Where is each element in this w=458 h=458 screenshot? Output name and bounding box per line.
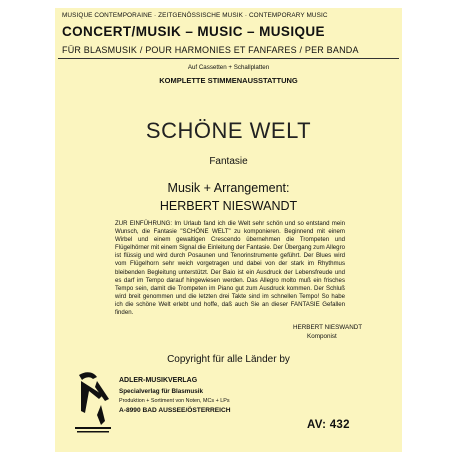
availability-note: Auf Cassetten + Schallplatten	[187, 64, 270, 71]
series-subtitle: FÜR BLASMUSIK / POUR HARMONIES ET FANFARES / PER BANDA	[62, 45, 359, 55]
signature-name: HERBERT NIESWANDT	[293, 324, 363, 331]
divider-top	[58, 58, 399, 59]
signature-role: Komponist	[307, 333, 337, 340]
work-title: SCHÖNE WELT	[145, 118, 312, 143]
publisher-address: A-8990 BAD AUSSEE/ÖSTERREICH	[119, 407, 231, 414]
genre-line: MUSIQUE CONTEMPORAINE · ZEITGENÖSSISCHE MUSIK · CONTEMPORARY MUSIC	[62, 12, 328, 19]
publisher-tagline: Specialverlag für Blasmusik	[119, 388, 203, 395]
catalog-number: AV: 432	[307, 419, 350, 431]
series-title: CONCERT/MUSIK – MUSIC – MUSIQUE	[62, 24, 325, 39]
publisher-name: ADLER-MUSIKVERLAG	[119, 377, 198, 384]
edition-note: KOMPLETTE STIMMENAUSSTATTUNG	[159, 76, 298, 85]
eagle-logo-icon	[71, 369, 115, 439]
work-form: Fantasie	[209, 156, 248, 167]
credit-label: Musik + Arrangement:	[167, 181, 290, 195]
composer-name: HERBERT NIESWANDT	[159, 199, 298, 213]
introduction-text: ZUR EINFÜHRUNG: Im Urlaub fand ich die Welt sehr schön und so entstand mein Wunsch, die Fantasie "SCHÖNE WELT" zu komponieren. Beginnend mit einem Wirbel und einem gewaltigen Crescendo übernehmen die Trompeten und Flügelhörner mit einem Signal die Einleitung der Fantasie. Der Übergang zum Allegro ist flüssig und wird durch Posaunen und Tenorinstrumente geführt. Der Blues wird vom Flügelhorn sehr weich vorgetragen und dabei von der stark im Rhythmus bleibenden Begleitung unterstützt. Der Baio ist ein Ausdruck der Lebensfreude und es darf im Tempo darauf hingewiesen werden. Das Allegro molto muß ein frisches Tempo sein, damit die Trompeten im Piano gut zum Ausdruck kommen. Der Schluß wird breit genommen und die letzten drei Takte sind im schnellen Tempo! So habe ich die schöne Welt erlebt und hoffe, daß auch Sie an dieser FANTASIE Gefallen finden.	[115, 220, 345, 317]
copyright-line: Copyright für alle Länder by	[167, 354, 290, 365]
score-cover	[55, 8, 402, 452]
publisher-products: Produktion + Sortiment von Noten, MCs + LPs	[119, 398, 230, 404]
